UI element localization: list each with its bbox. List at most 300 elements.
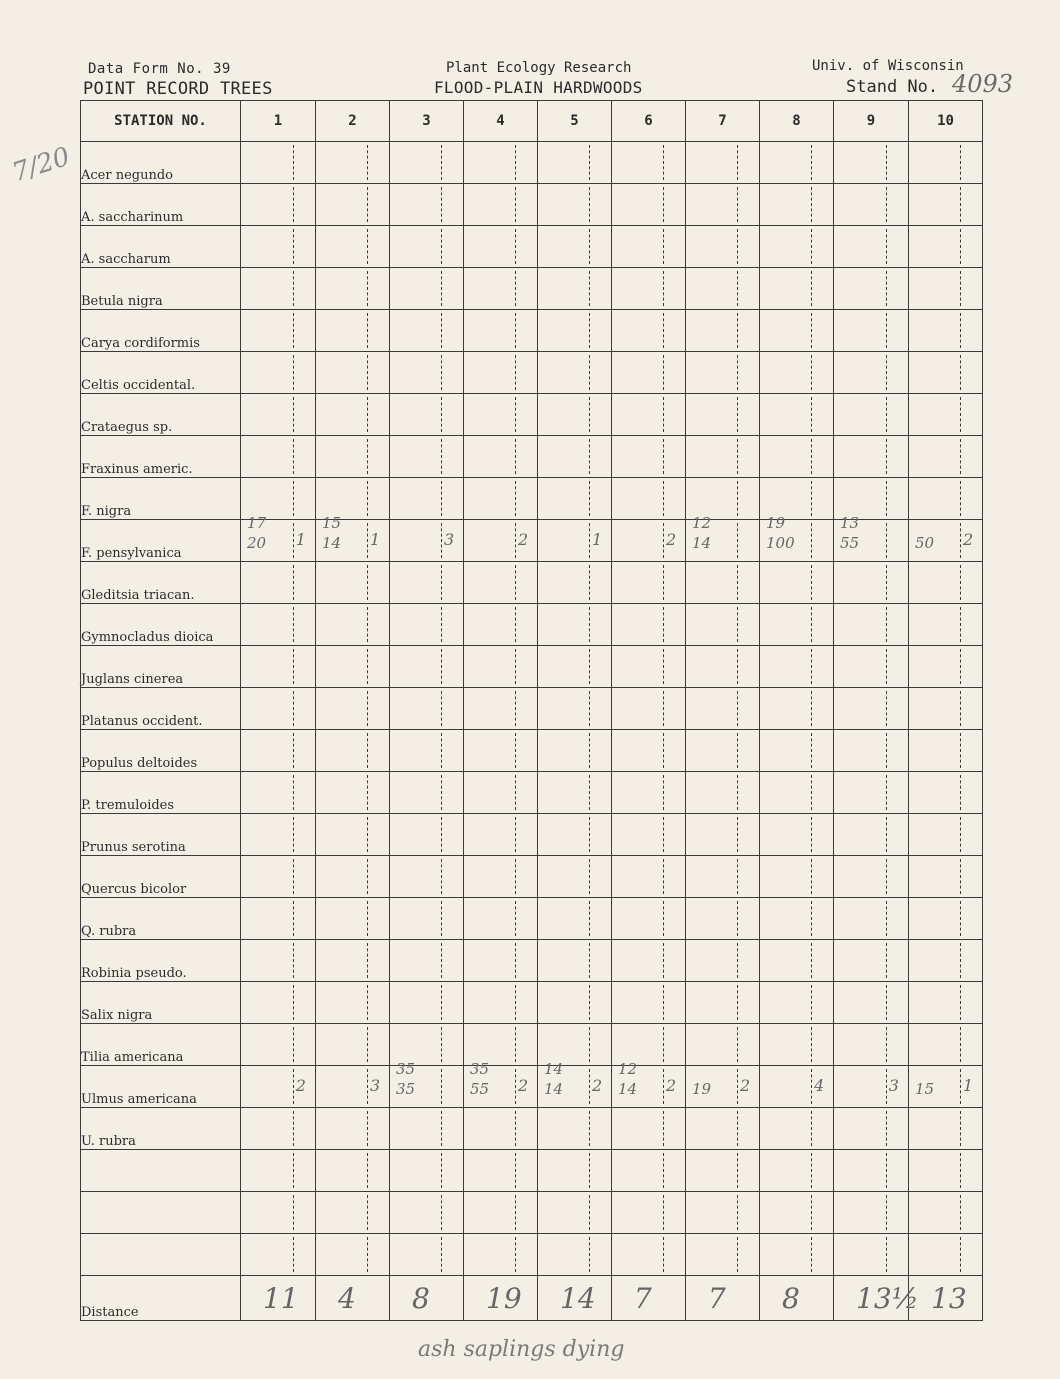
station-header-8: 8 xyxy=(760,101,834,142)
record-cell xyxy=(464,730,538,772)
record-cell xyxy=(241,940,316,982)
handwritten-distance: 7 xyxy=(708,1282,726,1315)
handwritten-bottom: 100 xyxy=(766,534,795,552)
record-cell xyxy=(760,814,834,856)
station-label: STATION NO. xyxy=(81,101,241,142)
handwritten-distance: 19 xyxy=(486,1282,522,1315)
station-header-6: 6 xyxy=(612,101,686,142)
species-name xyxy=(81,1234,241,1276)
record-cell xyxy=(390,142,464,184)
record-cell xyxy=(909,940,983,982)
record-cell xyxy=(686,1192,760,1234)
distance-cell xyxy=(612,1276,686,1321)
record-cell xyxy=(316,730,390,772)
distance-label: Distance xyxy=(81,1276,241,1321)
distance-cell xyxy=(909,1276,983,1321)
record-cell xyxy=(390,226,464,268)
record-cell xyxy=(686,982,760,1024)
record-cell xyxy=(316,772,390,814)
record-cell xyxy=(834,562,909,604)
distance-cell xyxy=(241,1276,316,1321)
record-cell xyxy=(241,982,316,1024)
record-cell xyxy=(538,940,612,982)
record-cell xyxy=(241,394,316,436)
record-cell xyxy=(612,226,686,268)
record-cell xyxy=(390,520,464,562)
record-cell xyxy=(241,184,316,226)
handwritten-count: 2 xyxy=(666,1076,677,1095)
distance-cell xyxy=(538,1276,612,1321)
record-cell xyxy=(909,772,983,814)
handwritten-distance: 11 xyxy=(263,1282,299,1315)
record-cell xyxy=(241,436,316,478)
record-cell xyxy=(760,604,834,646)
record-cell xyxy=(464,898,538,940)
record-cell xyxy=(686,394,760,436)
record-cell xyxy=(390,856,464,898)
record-cell xyxy=(834,514,909,562)
record-cell xyxy=(834,688,909,730)
record-cell xyxy=(760,1108,834,1150)
record-cell xyxy=(538,436,612,478)
species-name: U. rubra xyxy=(81,1108,241,1150)
record-cell xyxy=(760,1150,834,1192)
record-cell xyxy=(316,184,390,226)
species-name: P. tremuloides xyxy=(81,772,241,814)
record-cell xyxy=(464,310,538,352)
species-name: Platanus occident. xyxy=(81,688,241,730)
record-cell xyxy=(464,772,538,814)
record-cell xyxy=(686,184,760,226)
handwritten-top: 35 xyxy=(396,1060,416,1078)
record-cell xyxy=(241,562,316,604)
record-cell xyxy=(241,226,316,268)
record-cell xyxy=(612,1150,686,1192)
station-header-3: 3 xyxy=(390,101,464,142)
handwritten-bottom: 55 xyxy=(470,1080,490,1098)
record-cell xyxy=(241,1192,316,1234)
header-row xyxy=(81,101,983,142)
record-cell xyxy=(834,604,909,646)
record-cell xyxy=(834,646,909,688)
table-row xyxy=(81,730,983,772)
record-cell xyxy=(612,142,686,184)
record-cell xyxy=(464,940,538,982)
record-cell xyxy=(686,514,760,562)
handwritten-bottom: 14 xyxy=(692,534,712,552)
record-cell xyxy=(909,646,983,688)
record-cell xyxy=(464,436,538,478)
species-name: Salix nigra xyxy=(81,982,241,1024)
handwritten-count: 2 xyxy=(740,1076,751,1095)
stand-number-handwritten: 4093 xyxy=(952,70,1014,98)
record-cell xyxy=(464,1108,538,1150)
table-row xyxy=(81,520,983,562)
distance-cell xyxy=(464,1276,538,1321)
record-cell xyxy=(538,646,612,688)
table-row xyxy=(81,562,983,604)
record-cell xyxy=(241,1024,316,1066)
record-cell xyxy=(834,982,909,1024)
handwritten-distance: 7 xyxy=(634,1282,652,1315)
species-name: A. saccharum xyxy=(81,226,241,268)
distance-cell xyxy=(760,1276,834,1321)
record-cell xyxy=(316,1150,390,1192)
record-cell xyxy=(316,940,390,982)
record-cell xyxy=(686,940,760,982)
record-cell xyxy=(538,814,612,856)
handwritten-bottom: 19 xyxy=(692,1080,712,1098)
record-cell xyxy=(834,226,909,268)
record-cell xyxy=(760,1234,834,1276)
record-cell xyxy=(612,520,686,562)
record-cell xyxy=(538,1234,612,1276)
record-cell xyxy=(390,772,464,814)
record-cell xyxy=(834,730,909,772)
table-row xyxy=(81,436,983,478)
handwritten-top: 12 xyxy=(692,514,712,532)
record-cell xyxy=(834,1108,909,1150)
record-cell xyxy=(909,982,983,1024)
record-cell xyxy=(538,1192,612,1234)
record-cell xyxy=(316,142,390,184)
record-cell xyxy=(538,478,612,520)
record-cell xyxy=(686,1066,760,1108)
record-cell xyxy=(538,142,612,184)
handwritten-count: 1 xyxy=(963,1076,974,1095)
record-cell xyxy=(390,1060,464,1108)
table-row xyxy=(81,772,983,814)
record-cell xyxy=(909,1108,983,1150)
table-row xyxy=(81,646,983,688)
species-name: F. nigra xyxy=(81,478,241,520)
handwritten-count: 1 xyxy=(592,530,603,549)
record-cell xyxy=(538,1150,612,1192)
record-cell xyxy=(464,1234,538,1276)
record-cell xyxy=(241,1150,316,1192)
handwritten-count: 3 xyxy=(888,1076,899,1095)
species-name: Prunus serotina xyxy=(81,814,241,856)
station-header-10: 10 xyxy=(909,101,983,142)
species-name xyxy=(81,1192,241,1234)
record-cell xyxy=(538,898,612,940)
handwritten-bottom: 15 xyxy=(915,1080,935,1098)
record-cell xyxy=(316,1192,390,1234)
record-cell xyxy=(760,352,834,394)
table-row xyxy=(81,982,983,1024)
table-row xyxy=(81,1108,983,1150)
record-cell xyxy=(538,394,612,436)
record-cell xyxy=(686,310,760,352)
record-cell xyxy=(834,310,909,352)
handwritten-count: 3 xyxy=(370,1076,381,1095)
record-cell xyxy=(612,562,686,604)
handwritten-top: 14 xyxy=(544,1060,564,1078)
record-cell xyxy=(760,982,834,1024)
point-record-table xyxy=(80,100,983,1321)
record-cell xyxy=(316,352,390,394)
species-name: Gleditsia triacan. xyxy=(81,562,241,604)
table-row xyxy=(81,1150,983,1192)
record-cell xyxy=(538,352,612,394)
handwritten-top: 17 xyxy=(247,514,267,532)
record-cell xyxy=(760,856,834,898)
record-cell xyxy=(538,268,612,310)
distance-cell xyxy=(316,1276,390,1321)
record-cell xyxy=(241,772,316,814)
record-cell xyxy=(612,478,686,520)
form-number: Data Form No. 39 xyxy=(88,61,231,77)
record-cell xyxy=(834,268,909,310)
record-cell xyxy=(686,1150,760,1192)
record-cell xyxy=(241,814,316,856)
record-cell xyxy=(909,814,983,856)
record-cell xyxy=(390,688,464,730)
record-cell xyxy=(612,982,686,1024)
record-cell xyxy=(612,856,686,898)
record-cell xyxy=(390,1108,464,1150)
record-cell xyxy=(241,898,316,940)
species-name: Robinia pseudo. xyxy=(81,940,241,982)
record-cell xyxy=(909,478,983,520)
record-cell xyxy=(316,1066,390,1108)
handwritten-count: 2 xyxy=(963,530,974,549)
record-cell xyxy=(686,856,760,898)
handwritten-bottom: 35 xyxy=(396,1080,416,1098)
record-cell xyxy=(390,1150,464,1192)
record-cell xyxy=(390,646,464,688)
record-cell xyxy=(834,184,909,226)
record-cell xyxy=(538,226,612,268)
record-cell xyxy=(538,184,612,226)
record-cell xyxy=(909,604,983,646)
record-cell xyxy=(390,478,464,520)
record-cell xyxy=(390,394,464,436)
handwritten-count: 1 xyxy=(370,530,381,549)
handwritten-top: 35 xyxy=(470,1060,490,1078)
record-cell xyxy=(390,982,464,1024)
record-cell xyxy=(834,1066,909,1108)
record-cell xyxy=(612,940,686,982)
handwritten-count: 1 xyxy=(295,530,306,549)
table-row xyxy=(81,352,983,394)
handwritten-bottom: 55 xyxy=(840,534,860,552)
record-cell xyxy=(686,604,760,646)
record-cell xyxy=(686,352,760,394)
record-cell xyxy=(909,1234,983,1276)
table-row xyxy=(81,940,983,982)
record-cell xyxy=(241,268,316,310)
station-header-4: 4 xyxy=(464,101,538,142)
species-name: Celtis occidental. xyxy=(81,352,241,394)
record-cell xyxy=(760,688,834,730)
record-cell xyxy=(834,1192,909,1234)
species-name: Q. rubra xyxy=(81,898,241,940)
record-cell xyxy=(316,562,390,604)
species-name: F. pensylvanica xyxy=(81,520,241,562)
record-cell xyxy=(760,1066,834,1108)
handwritten-distance: 8 xyxy=(782,1282,800,1315)
record-cell xyxy=(464,1060,538,1108)
record-cell xyxy=(909,226,983,268)
table-row xyxy=(81,604,983,646)
record-cell xyxy=(760,1024,834,1066)
table-row xyxy=(81,394,983,436)
species-name: Populus deltoides xyxy=(81,730,241,772)
record-cell xyxy=(760,310,834,352)
record-cell xyxy=(464,1150,538,1192)
record-cell xyxy=(612,268,686,310)
handwritten-count: 2 xyxy=(518,530,529,549)
record-cell xyxy=(686,436,760,478)
record-cell xyxy=(909,562,983,604)
record-cell xyxy=(909,1192,983,1234)
record-cell xyxy=(538,1108,612,1150)
record-cell xyxy=(909,730,983,772)
record-cell xyxy=(538,730,612,772)
species-name: Gymnocladus dioica xyxy=(81,604,241,646)
record-cell xyxy=(316,514,390,562)
record-cell xyxy=(464,814,538,856)
record-cell xyxy=(464,226,538,268)
record-cell xyxy=(834,898,909,940)
stand-label: Stand No. xyxy=(846,77,939,97)
record-cell xyxy=(686,730,760,772)
distance-cell xyxy=(686,1276,760,1321)
record-cell xyxy=(686,268,760,310)
table-row xyxy=(81,142,983,184)
record-cell xyxy=(612,184,686,226)
record-cell xyxy=(834,394,909,436)
table-row xyxy=(81,310,983,352)
record-cell xyxy=(909,898,983,940)
record-cell xyxy=(316,898,390,940)
record-cell xyxy=(612,1060,686,1108)
species-name: Betula nigra xyxy=(81,268,241,310)
record-cell xyxy=(834,142,909,184)
university: Univ. of Wisconsin xyxy=(812,58,964,74)
record-cell xyxy=(760,184,834,226)
record-cell xyxy=(464,352,538,394)
table-row xyxy=(81,1234,983,1276)
record-cell xyxy=(760,940,834,982)
species-name: Crataegus sp. xyxy=(81,394,241,436)
species-name: Acer negundo xyxy=(81,142,241,184)
record-cell xyxy=(464,646,538,688)
distance-cell xyxy=(390,1276,464,1321)
record-cell xyxy=(686,688,760,730)
handwritten-count: 2 xyxy=(295,1076,306,1095)
record-cell xyxy=(538,310,612,352)
handwritten-distance: 4 xyxy=(338,1282,356,1315)
record-cell xyxy=(241,352,316,394)
station-header-9: 9 xyxy=(834,101,909,142)
record-cell xyxy=(686,1024,760,1066)
table-row xyxy=(81,268,983,310)
record-cell xyxy=(909,352,983,394)
handwritten-top: 15 xyxy=(322,514,342,532)
record-cell xyxy=(390,940,464,982)
record-cell xyxy=(909,856,983,898)
record-cell xyxy=(390,310,464,352)
record-cell xyxy=(390,604,464,646)
table-row xyxy=(81,688,983,730)
record-cell xyxy=(760,562,834,604)
record-cell xyxy=(760,436,834,478)
margin-date-note: 7/20 xyxy=(8,141,74,189)
table-row xyxy=(81,856,983,898)
record-cell xyxy=(464,394,538,436)
record-cell xyxy=(834,352,909,394)
distance-cell xyxy=(834,1276,919,1321)
record-cell xyxy=(464,184,538,226)
species-name: A. saccharinum xyxy=(81,184,241,226)
distance-row xyxy=(81,1276,983,1321)
record-cell xyxy=(686,646,760,688)
record-cell xyxy=(464,688,538,730)
handwritten-bottom: 20 xyxy=(247,534,267,552)
handwritten-distance: 13 xyxy=(931,1282,967,1315)
record-cell xyxy=(909,1024,983,1066)
handwritten-bottom: 50 xyxy=(915,534,935,552)
record-cell xyxy=(834,1024,909,1066)
record-cell xyxy=(316,1024,390,1066)
record-cell xyxy=(241,604,316,646)
table-row xyxy=(81,1192,983,1234)
record-cell xyxy=(909,1066,983,1108)
record-cell xyxy=(686,1234,760,1276)
record-cell xyxy=(390,898,464,940)
record-cell xyxy=(612,310,686,352)
handwritten-bottom: 14 xyxy=(544,1080,564,1098)
record-cell xyxy=(612,772,686,814)
handwritten-distance: 8 xyxy=(412,1282,430,1315)
station-header-5: 5 xyxy=(538,101,612,142)
record-cell xyxy=(612,730,686,772)
record-cell xyxy=(686,814,760,856)
record-cell xyxy=(686,898,760,940)
record-cell xyxy=(909,268,983,310)
record-cell xyxy=(241,856,316,898)
record-cell xyxy=(464,142,538,184)
record-cell xyxy=(316,1108,390,1150)
record-cell xyxy=(612,394,686,436)
record-cell xyxy=(464,856,538,898)
record-cell xyxy=(241,514,316,562)
record-cell xyxy=(760,514,834,562)
record-cell xyxy=(834,772,909,814)
species-name: Quercus bicolor xyxy=(81,856,241,898)
record-cell xyxy=(316,982,390,1024)
record-cell xyxy=(834,940,909,982)
species-name: Fraxinus americ. xyxy=(81,436,241,478)
record-cell xyxy=(834,436,909,478)
record-cell xyxy=(760,772,834,814)
species-name: Carya cordiformis xyxy=(81,310,241,352)
record-cell xyxy=(909,310,983,352)
record-cell xyxy=(241,730,316,772)
record-cell xyxy=(464,562,538,604)
record-cell xyxy=(612,436,686,478)
species-name xyxy=(81,1150,241,1192)
table-row xyxy=(81,184,983,226)
record-cell xyxy=(390,184,464,226)
record-cell xyxy=(612,898,686,940)
record-cell xyxy=(241,1234,316,1276)
record-cell xyxy=(464,604,538,646)
record-cell xyxy=(909,688,983,730)
record-cell xyxy=(316,268,390,310)
